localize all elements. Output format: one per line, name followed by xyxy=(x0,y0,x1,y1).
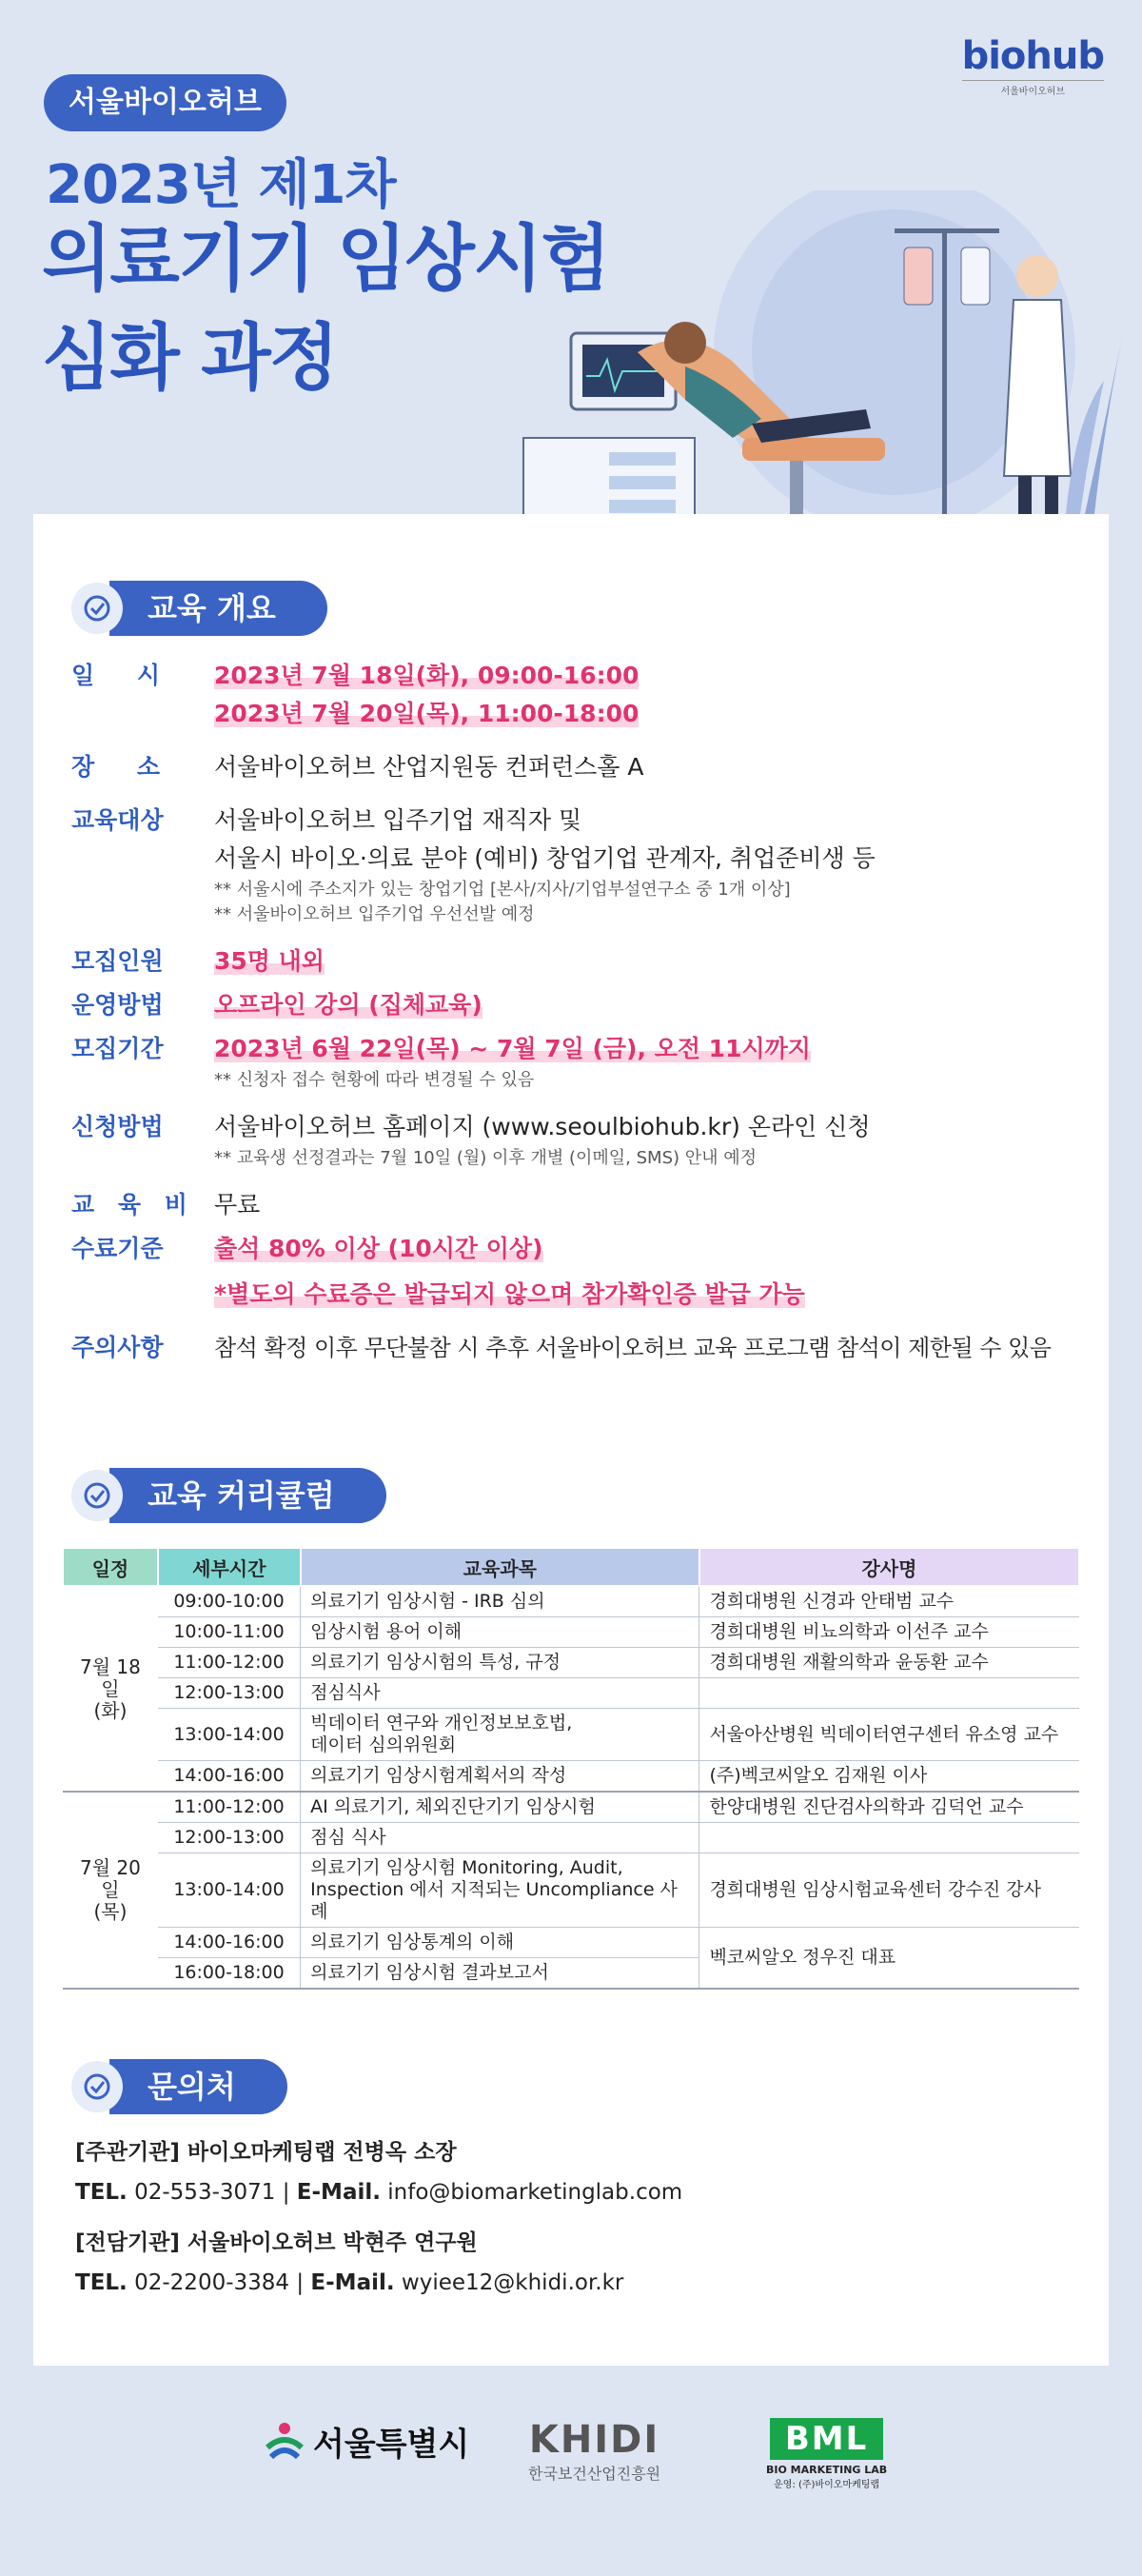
time-cell: 13:00-14:00 xyxy=(158,1709,301,1761)
section-header-curriculum xyxy=(71,1468,386,1523)
row-fee xyxy=(71,1186,1080,1224)
seoul-city-logo xyxy=(262,2418,469,2465)
fee-value: 무료 xyxy=(214,1191,261,1219)
subject-cell: 의료기기 임상시험 Monitoring, Audit, Inspection 에서 지적되는 Uncompliance 사례 xyxy=(301,1853,699,1928)
table-row xyxy=(63,1792,1079,1823)
khidi-text: KHIDI xyxy=(528,2418,660,2462)
check-circle-icon xyxy=(71,583,123,634)
label-criteria: 수료기준 xyxy=(71,1235,164,1262)
label-apply: 신청방법 xyxy=(71,1113,164,1140)
caution-value: 참석 확정 이후 무단불참 시 추후 서울바이오허브 교육 프로그램 참석이 제한될 수 있음 xyxy=(214,1335,1052,1361)
criteria-value: 출석 80% 이상 (10시간 이상) xyxy=(214,1235,543,1262)
header xyxy=(0,0,1142,519)
content-card xyxy=(33,514,1109,2366)
tel-label: TEL. xyxy=(75,2270,128,2295)
table-row xyxy=(63,1709,1079,1761)
label-date: 일 시 xyxy=(71,662,178,689)
criteria-note: *별도의 수료증은 발급되지 않으며 참가확인증 발급 가능 xyxy=(214,1280,805,1308)
check-circle-icon xyxy=(71,1470,123,1521)
section-title: 교육 개요 xyxy=(109,581,327,636)
row-apply xyxy=(71,1108,1080,1171)
table-row xyxy=(63,1678,1079,1709)
agency-email[interactable]: wyiee12@khidi.or.kr xyxy=(401,2270,624,2295)
section-header-overview xyxy=(71,581,327,636)
time-cell: 14:00-16:00 xyxy=(158,1928,301,1958)
capacity-value: 35명 내외 xyxy=(214,947,325,975)
method-value: 오프라인 강의 (집체교육) xyxy=(214,991,482,1019)
row-target xyxy=(71,802,1080,927)
target-line-1: 서울바이오허브 입주기업 재직자 및 xyxy=(214,806,582,834)
agency-name: [전담기관] 서울바이오허브 박현주 연구원 xyxy=(75,2230,478,2255)
target-line-2: 서울시 바이오·의료 분야 (예비) 창업기업 관계자, 취업준비생 등 xyxy=(214,844,876,872)
section-title: 교육 커리큘럼 xyxy=(109,1468,386,1523)
table-row xyxy=(63,1617,1079,1648)
time-cell: 16:00-18:00 xyxy=(158,1958,301,1990)
agency-tel: 02-2200-3384 xyxy=(134,2270,290,2295)
table-row xyxy=(63,1586,1079,1617)
lecturer-cell xyxy=(699,1678,1079,1709)
email-label: E-Mail. xyxy=(296,2180,381,2205)
footer-logos xyxy=(0,2399,1142,2551)
lecturer-cell: 벡코씨알오 정우진 대표 xyxy=(699,1928,1079,1990)
organizer-tel: 02-553-3071 xyxy=(134,2180,276,2205)
time-cell: 09:00-10:00 xyxy=(158,1586,301,1617)
table-row xyxy=(63,1648,1079,1678)
bml-operator: 운영: (주)바이오마케팅랩 xyxy=(774,2480,880,2490)
khidi-subtitle: 한국보건산업진흥원 xyxy=(528,2465,661,2483)
subject-cell: 의료기기 임상시험의 특성, 규정 xyxy=(301,1648,699,1678)
date-line-1: 2023년 7월 18일(화), 09:00-16:00 xyxy=(214,662,640,689)
logo-subtitle: 서울바이오허브 xyxy=(962,80,1104,97)
row-criteria xyxy=(71,1230,1080,1314)
lecturer-cell xyxy=(699,1823,1079,1853)
bml-subtitle: BIO MARKETING LAB xyxy=(766,2464,888,2476)
label-fee: 교 육 비 xyxy=(71,1191,195,1219)
check-circle-icon xyxy=(71,2061,123,2112)
table-row xyxy=(63,1823,1079,1853)
row-capacity xyxy=(71,942,1080,981)
clinical-trial-illustration-icon xyxy=(495,190,1142,533)
col-header-subject: 교육과목 xyxy=(301,1548,699,1586)
label-place: 장 소 xyxy=(71,753,178,781)
target-note-1: ** 서울시에 주소지가 있는 창업기업 [본사/지사/기업부설연구소 중 1개 이상] xyxy=(214,880,791,900)
subject-cell: 의료기기 임상시험계획서의 작성 xyxy=(301,1761,699,1793)
date-line-2: 2023년 7월 20일(목), 11:00-18:00 xyxy=(214,700,640,727)
organizer-badge: 서울바이오허브 xyxy=(44,74,286,131)
time-cell: 11:00-12:00 xyxy=(158,1648,301,1678)
period-note: ** 신청자 접수 현황에 따라 변경될 수 있음 xyxy=(214,1070,535,1090)
subject-cell: AI 의료기기, 체외진단기기 임상시험 xyxy=(301,1792,699,1823)
section-header-contact xyxy=(71,2059,287,2114)
time-cell: 13:00-14:00 xyxy=(158,1853,301,1928)
label-period: 모집기간 xyxy=(71,1035,164,1062)
target-note-2: ** 서울바이오허브 입주기업 우선선발 예정 xyxy=(214,904,535,924)
lecturer-cell: 경희대병원 임상시험교육센터 강수진 강사 xyxy=(699,1853,1079,1928)
col-header-time: 세부시간 xyxy=(158,1548,301,1586)
time-cell: 12:00-13:00 xyxy=(158,1823,301,1853)
day-cell: 7월 18일 (화) xyxy=(63,1586,158,1792)
subject-cell: 의료기기 임상시험 - IRB 심의 xyxy=(301,1586,699,1617)
section-title: 문의처 xyxy=(109,2059,287,2114)
subject-cell: 임상시험 용어 이해 xyxy=(301,1617,699,1648)
col-header-date: 일정 xyxy=(63,1548,158,1586)
row-place xyxy=(71,748,1080,786)
subject-cell: 점심식사 xyxy=(301,1678,699,1709)
curriculum-table xyxy=(62,1547,1080,1990)
lecturer-cell: 한양대병원 진단검사의학과 김덕언 교수 xyxy=(699,1792,1079,1823)
label-caution: 주의사항 xyxy=(71,1334,164,1361)
row-date xyxy=(71,657,1080,733)
label-method: 운영방법 xyxy=(71,991,164,1019)
row-period xyxy=(71,1030,1080,1093)
place-value: 서울바이오허브 산업지원동 컨퍼런스홀 A xyxy=(214,753,644,781)
seoul-symbol-icon xyxy=(262,2419,307,2465)
table-row xyxy=(63,1853,1079,1928)
row-caution xyxy=(71,1329,1080,1367)
period-value: 2023년 6월 22일(목) ~ 7월 7일 (금), 오전 11시까지 xyxy=(214,1035,811,1062)
day-cell: 7월 20일 (목) xyxy=(63,1792,158,1989)
overview-list xyxy=(71,657,1080,1382)
label-target: 교육대상 xyxy=(71,806,164,834)
contact-organizer: [주관기관] 바이오마케팅랩 전병옥 소장 TEL. 02-553-3071 | E-Mail. info@biomarketinglab.com xyxy=(75,2140,683,2205)
organizer-email[interactable]: info@biomarketinglab.com xyxy=(387,2180,683,2205)
subject-cell: 의료기기 임상통계의 이해 xyxy=(301,1928,699,1958)
subject-cell: 빅데이터 연구와 개인정보보호법, 데이터 심의위원회 xyxy=(301,1709,699,1761)
seoul-city-text: 서울특별시 xyxy=(313,2426,470,2464)
label-capacity: 모집인원 xyxy=(71,947,164,975)
lecturer-cell: 경희대병원 신경과 안태범 교수 xyxy=(699,1586,1079,1617)
title-line-1: 의료기기 임상시험 xyxy=(42,216,609,301)
time-cell: 10:00-11:00 xyxy=(158,1617,301,1648)
table-row xyxy=(63,1928,1079,1958)
biohub-logo xyxy=(962,34,1104,97)
email-label: E-Mail. xyxy=(310,2270,395,2295)
title-line-2: 심화 과정 xyxy=(42,315,338,400)
tel-label: TEL. xyxy=(75,2180,128,2205)
lecturer-cell: 경희대병원 재활의학과 윤동환 교수 xyxy=(699,1648,1079,1678)
lecturer-cell: 경희대병원 비뇨의학과 이선주 교수 xyxy=(699,1617,1079,1648)
lecturer-cell: 서울아산병원 빅데이터연구센터 유소영 교수 xyxy=(699,1709,1079,1761)
year-title: 2023년 제1차 xyxy=(46,154,396,216)
subject-cell: 의료기기 임상시험 결과보고서 xyxy=(301,1958,699,1990)
logo-text-b: hub xyxy=(1025,34,1104,78)
khidi-logo xyxy=(528,2418,660,2484)
table-row xyxy=(63,1761,1079,1793)
logo-text-a: bio xyxy=(961,34,1026,78)
subject-cell: 점심 식사 xyxy=(301,1823,699,1853)
bml-logo xyxy=(766,2418,887,2490)
lecturer-cell: (주)벡코씨알오 김재원 이사 xyxy=(699,1761,1079,1793)
apply-value: 서울바이오허브 홈페이지 (www.seoulbiohub.kr) 온라인 신청 xyxy=(214,1113,871,1140)
col-header-lecturer: 강사명 xyxy=(699,1548,1079,1586)
organizer-name: [주관기관] 바이오마케팅랩 전병옥 소장 xyxy=(75,2140,457,2165)
time-cell: 11:00-12:00 xyxy=(158,1792,301,1823)
contact-agency: [전담기관] 서울바이오허브 박현주 연구원 TEL. 02-2200-3384 | E-Mail. wyiee12@khidi.or.kr xyxy=(75,2230,624,2295)
row-method xyxy=(71,986,1080,1024)
apply-note: ** 교육생 선정결과는 7월 10일 (월) 이후 개별 (이메일, SMS) 안내 예정 xyxy=(214,1148,758,1168)
time-cell: 14:00-16:00 xyxy=(158,1761,301,1793)
bml-text: BML xyxy=(770,2418,883,2460)
time-cell: 12:00-13:00 xyxy=(158,1678,301,1709)
